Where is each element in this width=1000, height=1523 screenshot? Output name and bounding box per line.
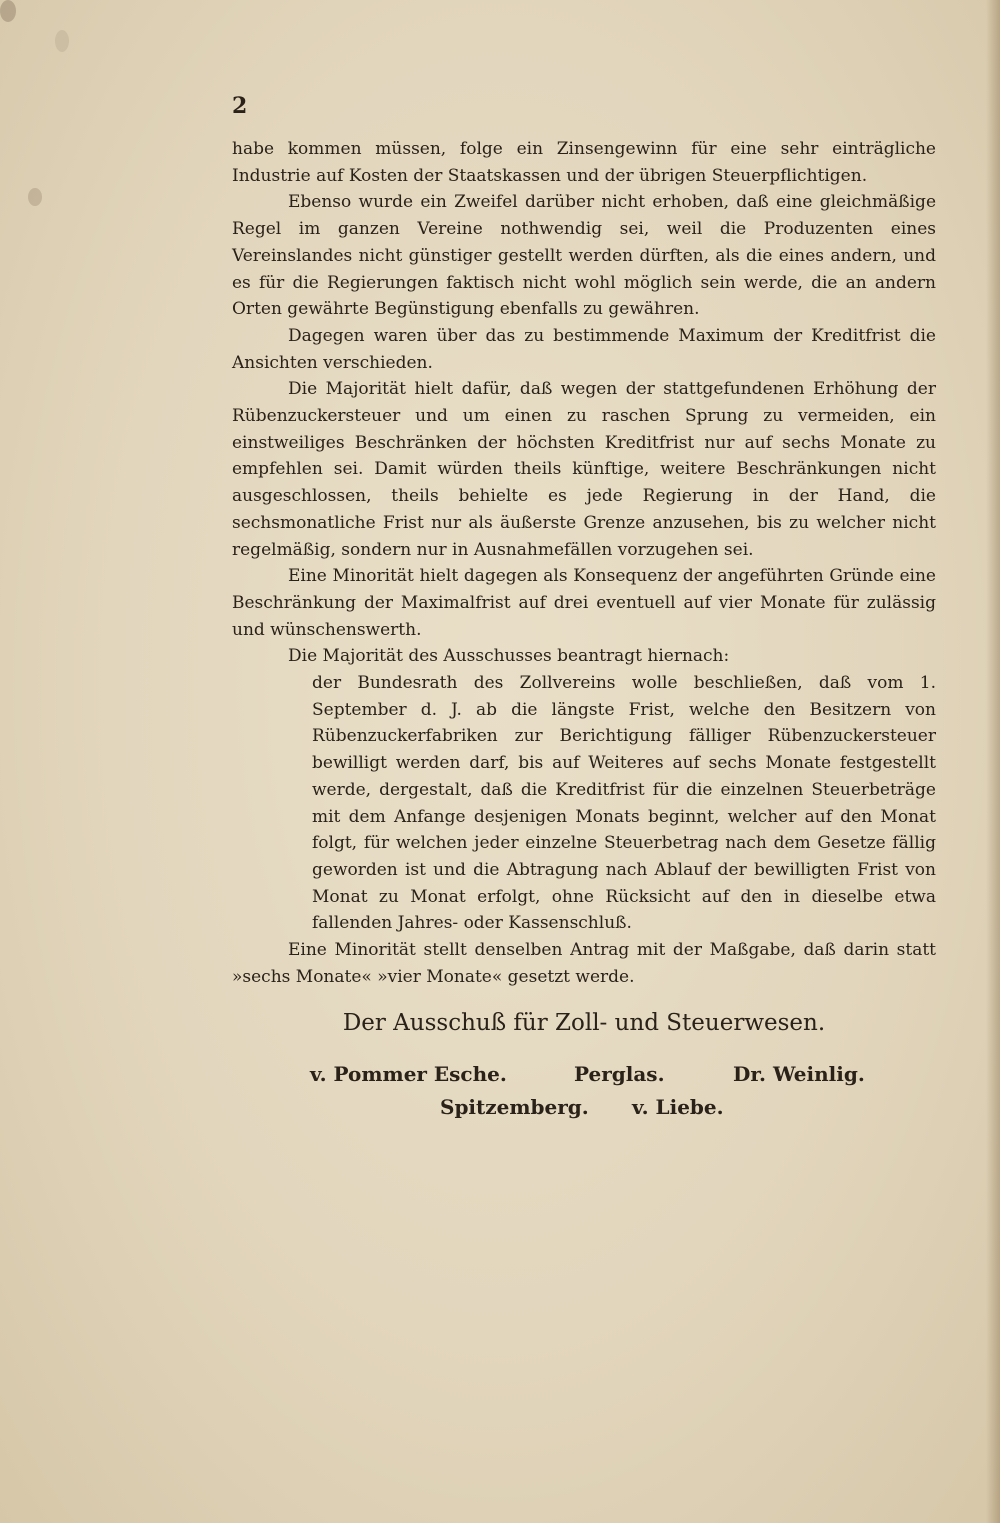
paper-stain (55, 30, 69, 52)
signature: Spitzemberg. (440, 1095, 589, 1119)
paper-stain (28, 188, 42, 206)
paragraph: Eine Minorität stellt denselben Antrag mit der Maßgabe, daß darin statt »sechs Monate« »vier Monate« gesetzt werde. (232, 940, 936, 987)
resolution-quote: der Bundesrath des Zollvereins wolle beschließen, daß vom 1. September d. J. ab die längste Frist, welche den Besitzern von Rübenzuckerfabriken zur Berichtigung fälliger Rübenzuckersteuer bewilligt werden darf, bis auf Weiteres auf sechs Monate festgestellt werde, dergestalt, daß die Kreditfrist für die einzelnen Steuerbeträge mit dem Anfange desjenigen Monats beginnt, welcher auf den Monat folgt, für welchen jeder einzelne Steuerbetrag nach dem Gesetze fällig geworden ist und die Abtragung nach Ablauf der bewilligten Frist von Monat zu Monat erfolgt, ohne Rücksicht auf den in dieselbe etwa fallenden Jahres- oder Kassenschluß. (312, 673, 936, 934)
body-text (232, 136, 936, 991)
signature: Dr. Weinlig. (733, 1062, 865, 1086)
paper-stain (0, 0, 16, 22)
paragraph: habe kommen müssen, folge ein Zinsengewinn für eine sehr einträgliche Industrie auf Kosten der Staatskassen und der übrigen Steuerpflichtigen. (232, 139, 936, 186)
paragraph: Ebenso wurde ein Zweifel darüber nicht erhoben, daß eine gleichmäßige Regel im ganzen Vereine nothwendig sei, weil die Produzenten eines Vereinslandes nicht günstiger gestellt werden dürften, als die eines andern, und es für die Regierungen faktisch nicht wohl möglich sein werde, die an andern Orten gewährte Begünstigung ebenfalls zu gewähren. (232, 192, 936, 320)
paragraph: Die Majorität des Ausschusses beantragt hiernach: (288, 646, 730, 667)
committee-heading: Der Ausschuß für Zoll- und Steuerwesen. (342, 1010, 826, 1036)
signature: v. Pommer Esche. (310, 1062, 507, 1086)
page-number: 2 (232, 93, 248, 119)
page-edge-shadow (986, 0, 1000, 1523)
signature: v. Liebe. (632, 1095, 724, 1119)
paragraph: Eine Minorität hielt dagegen als Konsequenz der angeführten Gründe eine Beschränkung der Maximalfrist auf drei eventuell auf vier Monate für zulässig und wünschenswerth. (232, 566, 936, 640)
paragraph: Dagegen waren über das zu bestimmende Maximum der Kreditfrist die Ansichten verschieden. (232, 325, 936, 373)
paragraph: Die Majorität hielt dafür, daß wegen der stattgefundenen Erhöhung der Rübenzuckersteuer und um einen zu raschen Sprung zu vermeiden, ein einstweiliges Beschränken der höchsten Kreditfrist nur auf sechs Monate zu empfehlen sei. Damit würden theils künftige, weitere Beschränkungen nicht ausgeschlossen, theils behielte es jede Regierung in der Hand, die sechsmonatliche Frist nur als äußerste Grenze anzusehen, bis zu welcher nicht regelmäßig, sondern nur in Ausnahmefällen vorzugehen sei. (232, 379, 936, 560)
signature: Perglas. (574, 1062, 665, 1086)
